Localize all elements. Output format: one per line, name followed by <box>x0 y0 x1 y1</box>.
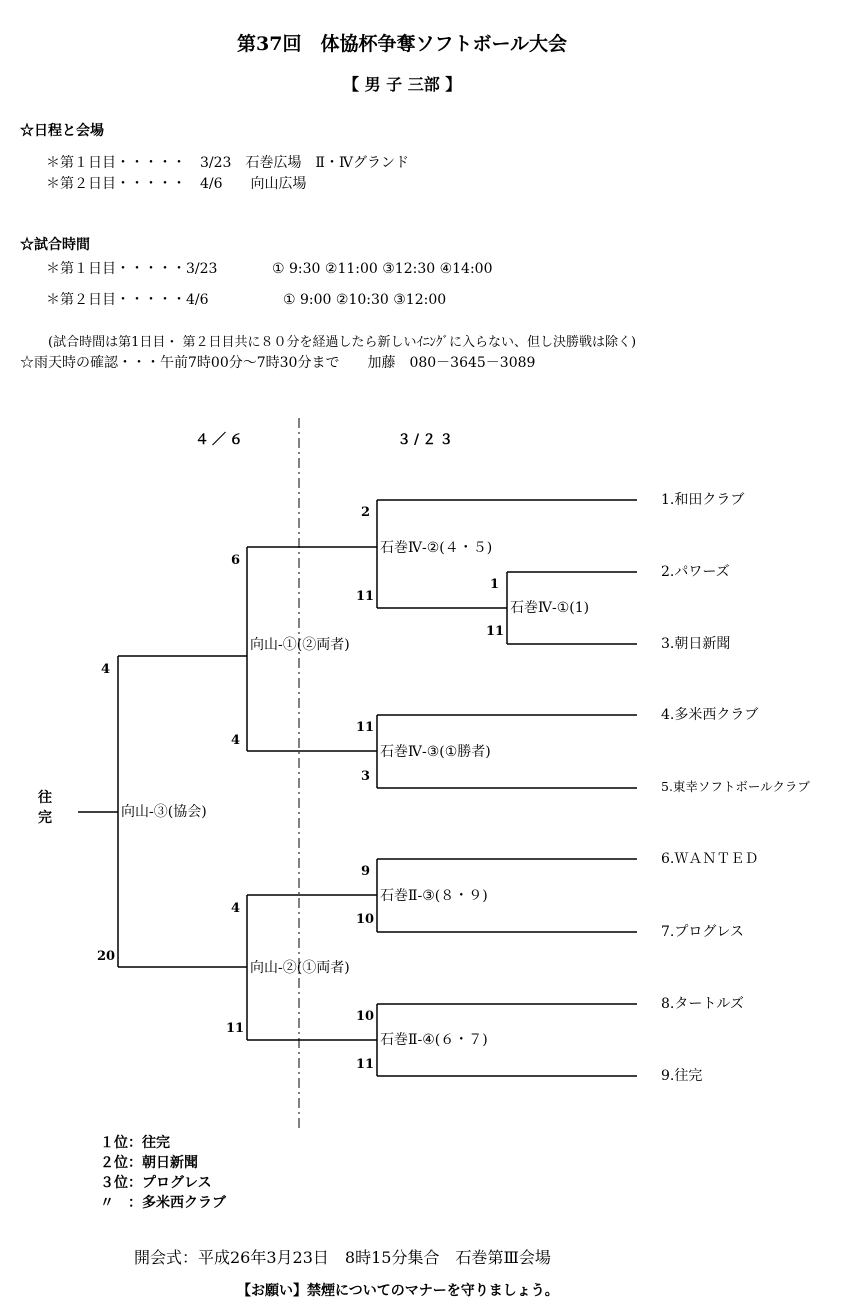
match-label-m1: 石巻Ⅳ-①(1) <box>510 600 590 616</box>
schedule-line-2: ＊第２日目・・・・・ 4/6 向山広場 <box>46 176 307 192</box>
round-label-3-23: ３/２３ <box>397 432 457 448</box>
match-label-m3: 石巻Ⅳ-③(①勝者) <box>380 744 491 760</box>
score-m5-top: 10 <box>356 1009 375 1024</box>
score-m7-bottom: 11 <box>226 1021 245 1036</box>
score-m4-bottom: 10 <box>356 912 375 927</box>
times-heading: ☆試合時間 <box>20 237 90 253</box>
request-note: 【お願い】禁煙についてのマナーを守りましょう。 <box>237 1283 559 1299</box>
time-limit-note: (試合時間は第1日目・ 第２日目共に８０分を経過したら新しいｲﾆﾝｸﾞに入らない、但し決勝戦は除く) <box>48 335 637 350</box>
match-label-m8: 向山-③(協会) <box>121 804 207 820</box>
team-6: 6.ＷＡＮＴＥＤ <box>661 851 759 867</box>
score-m2-bottom: 11 <box>356 589 375 604</box>
result-2nd: ２位：朝日新聞 <box>100 1155 198 1171</box>
result-3rd-a: ３位：プログレス <box>100 1175 212 1191</box>
match-label-m7: 向山-②(①両者) <box>250 960 350 976</box>
match-label-m4: 石巻Ⅱ-③(８・９) <box>380 888 488 904</box>
team-2: 2.パワーズ <box>661 564 730 580</box>
result-3rd-b: 〃 ：多米西クラブ <box>100 1195 226 1211</box>
score-m3-bottom: 3 <box>361 769 371 784</box>
match-label-m6: 向山-①(②両者) <box>250 637 350 653</box>
result-1st: １位：往完 <box>100 1135 170 1151</box>
score-m6-bottom: 4 <box>231 733 241 748</box>
team-4: 4.多米西クラブ <box>661 707 759 723</box>
match-label-m2: 石巻Ⅳ-②(４・５) <box>380 540 493 556</box>
score-m2-top: 2 <box>361 505 371 520</box>
team-8: 8.タートルズ <box>661 996 744 1012</box>
team-9: 9.往完 <box>661 1068 703 1084</box>
opening-ceremony: 開会式：平成26年3月23日 8時15分集合 石巻第Ⅲ会場 <box>134 1248 551 1267</box>
score-m7-top: 4 <box>231 901 241 916</box>
schedule-heading: ☆日程と会場 <box>20 123 104 139</box>
score-m8-bottom: 20 <box>97 949 116 964</box>
page-title: 第37回 体協杯争奪ソフトボール大会 <box>237 33 568 55</box>
team-7: 7.プログレス <box>661 924 744 940</box>
round-label-4-6: ４／６ <box>195 432 246 448</box>
schedule-line-1: ＊第１日目・・・・・ 3/23 石巻広場 Ⅱ・Ⅳグランド <box>46 155 409 171</box>
score-m4-top: 9 <box>361 864 371 879</box>
times-day2-label: ＊第２日目・・・・・4/6 <box>46 292 209 308</box>
times-day1-values: ① 9:30 ②11:00 ③12:30 ④14:00 <box>272 261 493 277</box>
champion-label: 往完 <box>38 790 52 826</box>
times-day1-label: ＊第１日目・・・・・3/23 <box>46 261 218 277</box>
score-m3-top: 11 <box>356 720 375 735</box>
score-m6-top: 6 <box>231 553 241 568</box>
times-day2-values: ① 9:00 ②10:30 ③12:00 <box>283 292 447 308</box>
score-m8-top: 4 <box>101 662 111 677</box>
match-label-m5: 石巻Ⅱ-④(６・７) <box>380 1032 488 1048</box>
score-m1-top: 1 <box>490 577 500 592</box>
rain-contact: ☆雨天時の確認・・・午前7時00分～7時30分まで 加藤 080－3645－3089 <box>20 355 536 371</box>
score-m1-bottom: 11 <box>486 624 505 639</box>
score-m5-bottom: 11 <box>356 1057 375 1072</box>
team-5: 5.東幸ソフトボールクラブ <box>661 779 810 794</box>
team-3: 3.朝日新聞 <box>661 636 731 652</box>
team-1: 1.和田クラブ <box>661 492 745 508</box>
division-label: 【 男 子 三部 】 <box>343 75 462 94</box>
